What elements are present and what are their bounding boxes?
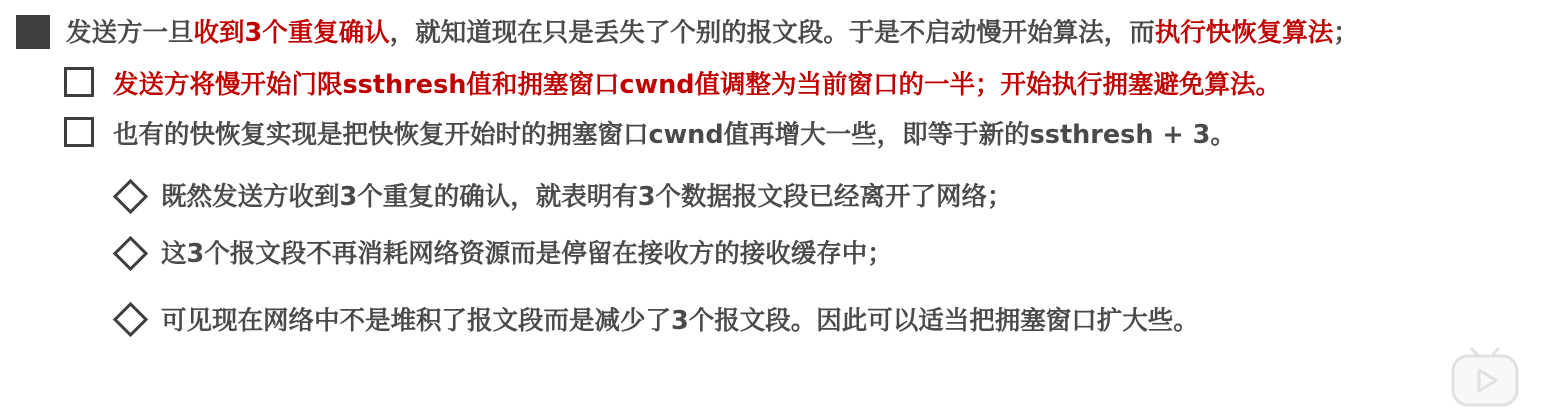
checkbox-bullet-icon xyxy=(64,67,94,97)
sub-bullet-text: 发送方将慢开始门限ssthresh值和拥塞窗口cwnd值调整为当前窗口的一半；开始执行拥塞避免算法。 xyxy=(113,70,1281,100)
sub-bullet-text: 也有的快恢复实现是把快恢复开始时的拥塞窗口cwnd值再增大一些，即等于新的ssthresh + 3。 xyxy=(113,120,1236,150)
text-segment: 发送方一旦 xyxy=(66,18,194,48)
point-text: 既然发送方收到3个重复的确认，就表明有3个数据报文段已经离开了网络； xyxy=(161,182,1013,212)
diamond-bullet-icon xyxy=(113,302,148,337)
square-bullet-icon xyxy=(16,15,50,49)
video-player-icon[interactable] xyxy=(1450,346,1520,408)
text-segment: ； xyxy=(1333,18,1359,48)
text-segment: ，就知道现在只是丢失了个别的报文段。于是不启动慢开始算法，而 xyxy=(389,18,1155,48)
point-text: 这3个报文段不再消耗网络资源而是停留在接收方的接收缓存中； xyxy=(161,239,893,269)
checkbox-bullet-icon xyxy=(64,117,94,147)
highlight-segment: 收到3个重复确认 xyxy=(193,18,390,48)
highlight-segment: 执行快恢复算法 xyxy=(1154,18,1334,48)
diamond-bullet-icon xyxy=(113,179,148,214)
point-text: 可见现在网络中不是堆积了报文段而是减少了3个报文段。因此可以适当把拥塞窗口扩大些。 xyxy=(161,306,1199,336)
main-bullet-text xyxy=(66,14,1359,52)
diamond-bullet-icon xyxy=(113,236,148,271)
